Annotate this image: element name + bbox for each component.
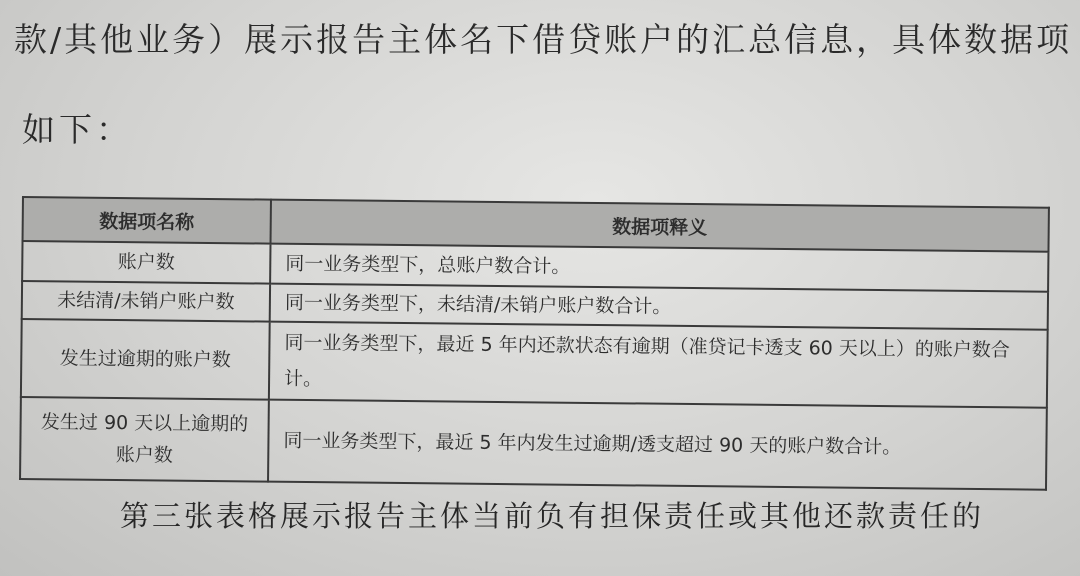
table-row: [21, 319, 1048, 408]
item-name-cell: 未结清/未销户账户数: [22, 281, 270, 322]
item-definition-cell: 同一业务类型下，最近 5 年内发生过逾期/透支超过 90 天的账户数合计。: [268, 400, 1047, 490]
paragraph-line: 款/其他业务）展示报告主体名下借贷账户的汇总信息，具体数据项: [14, 20, 1073, 59]
data-item-definition-table: [19, 196, 1050, 491]
item-name-cell: 发生过 90 天以上逾期的账户数: [20, 397, 269, 482]
table-row: [20, 397, 1047, 490]
header-item-definition: 数据项释义: [271, 200, 1049, 252]
item-name-cell: 发生过逾期的账户数: [21, 319, 270, 400]
paragraph-line: 第三张表格展示报告主体当前负有担保责任或其他还款责任的: [120, 499, 985, 533]
paragraph-line: 如下：: [22, 110, 133, 149]
item-name-cell: 账户数: [22, 241, 270, 284]
header-item-name: 数据项名称: [23, 197, 271, 244]
item-definition-cell: 同一业务类型下，总账户数合计。: [270, 244, 1048, 292]
item-definition-cell: 同一业务类型下，最近 5 年内还款状态有逾期（准贷记卡透支 60 天以上）的账户数合计。: [269, 322, 1048, 408]
item-definition-cell: 同一业务类型下，未结清/未销户账户数合计。: [270, 284, 1048, 330]
